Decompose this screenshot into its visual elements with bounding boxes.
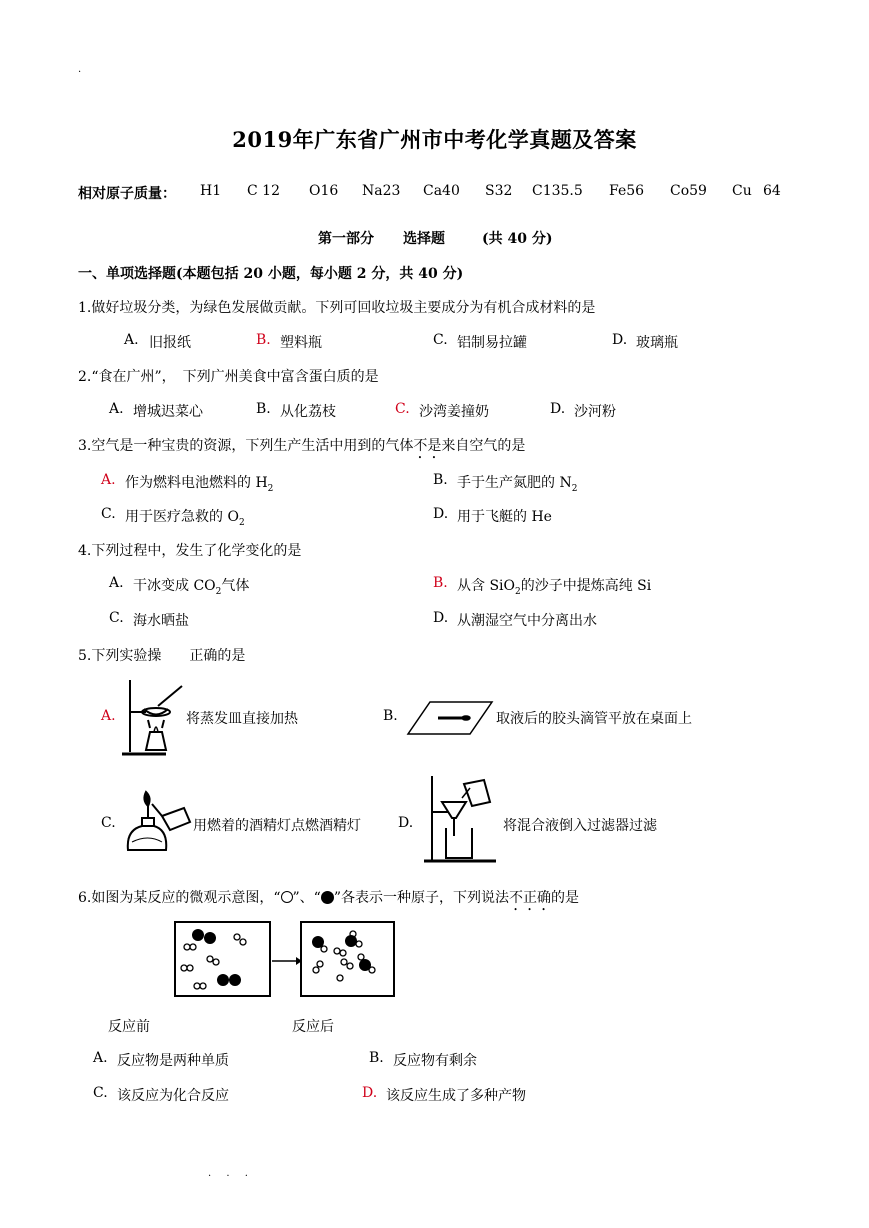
option-letter: B. — [433, 472, 448, 488]
page-title: 2019年广东省广州市中考化学真题及答案 — [232, 127, 637, 152]
option-letter: B. — [369, 1050, 384, 1066]
option-text: 用燃着的酒精灯点燃酒精灯 — [193, 818, 361, 834]
atomic-mass-co: Co59 — [670, 183, 707, 199]
option-letter: A. — [109, 401, 124, 417]
option-letter: C. — [109, 610, 124, 626]
atomic-mass-na: Na23 — [362, 183, 401, 199]
atomic-mass-cu-value: 64 — [763, 183, 781, 199]
atomic-mass-fe: Fe56 — [609, 183, 645, 199]
answer-option-letter: D. — [362, 1085, 378, 1101]
option-letter: D. — [433, 506, 449, 522]
question-stem: 5.下列实验操 正确的是 — [78, 648, 246, 664]
option-text: 反应物是两种单质 — [117, 1053, 229, 1069]
option-letter: D. — [398, 815, 414, 831]
option-text: 该反应生成了多种产物 — [386, 1088, 526, 1104]
question-stem: 4.下列过程中，发生了化学变化的是 — [78, 543, 302, 559]
option-text: 手于生产氮肥的 $N_2$ — [457, 475, 578, 494]
dropper-on-table-image — [406, 700, 494, 736]
option-letter: C. — [93, 1085, 108, 1101]
emphasis-text: 不是 — [413, 438, 442, 454]
option-text: 沙河粉 — [574, 404, 616, 420]
option-text: 干冰变成 $CO_2$气体 — [133, 578, 250, 597]
white-atom-icon — [281, 891, 293, 903]
option-letter: D. — [612, 332, 628, 348]
atomic-mass-cu: Cu — [732, 183, 752, 199]
option-letter: A. — [124, 332, 139, 348]
before-label: 反应前 — [108, 1019, 150, 1035]
option-text: 将混合液倒入过滤器过滤 — [503, 818, 657, 834]
footer-mark: . . . — [208, 1168, 254, 1179]
atomic-mass-cl: C135.5 — [532, 183, 583, 199]
atomic-mass-s: S32 — [485, 183, 513, 199]
atomic-mass-ca: Ca40 — [423, 183, 460, 199]
iron-stand-evaporating-dish-image — [118, 676, 184, 760]
option-letter: A. — [109, 575, 124, 591]
atomic-mass-h: H1 — [200, 183, 222, 199]
answer-option-letter: A. — [101, 708, 116, 724]
answer-option-letter: B. — [433, 575, 448, 591]
answer-option-letter: A. — [101, 472, 116, 488]
option-text: 玻璃瓶 — [636, 335, 678, 351]
after-box — [301, 922, 394, 996]
filtration-apparatus-image — [420, 772, 502, 864]
option-text: 塑料瓶 — [280, 335, 322, 351]
option-text: 该反应为化合反应 — [117, 1088, 229, 1104]
option-letter: B. — [256, 401, 271, 417]
alcohol-lamps-image — [122, 778, 192, 858]
option-text: 作为燃料电池燃料的 $H_2$ — [125, 475, 274, 494]
part-type: 选择题 — [403, 231, 445, 247]
option-text: 海水晒盐 — [133, 613, 189, 629]
part-name: 第一部分 — [318, 231, 374, 247]
option-letter: C. — [101, 506, 116, 522]
option-text: 沙湾姜撞奶 — [419, 404, 489, 420]
corner-mark: . — [78, 64, 82, 75]
option-text: 旧报纸 — [149, 335, 191, 351]
question-stem: 6.如图为某反应的微观示意图，“ ”、“ ”各表示一种原子，下列说法不正确的是 — [78, 890, 580, 906]
option-letter: C. — [101, 815, 116, 831]
option-text: 从潮湿空气中分离出水 — [457, 613, 597, 629]
option-letter: D. — [433, 610, 449, 626]
option-text: 用于医疗急救的 $O_2$ — [125, 509, 245, 528]
reaction-diagram — [170, 920, 398, 1000]
black-atom-icon — [321, 891, 334, 904]
part-total: (共 40 分) — [482, 231, 553, 247]
answer-option-letter: B. — [256, 332, 271, 348]
emphasis-text: 不正确 — [509, 890, 552, 906]
reaction-arrow — [272, 957, 302, 965]
question-stem: 1.做好垃圾分类，为绿色发展做贡献。下列可回收垃圾主要成分为有机合成材料的是 — [78, 300, 596, 316]
option-letter: A. — [93, 1050, 108, 1066]
option-text: 从含 SiO$_2$的沙子中提炼高纯 Si — [457, 578, 652, 597]
section-heading: 一、单项选择题(本题包括 20 小题，每小题 2 分，共 40 分) — [78, 266, 464, 282]
option-text: 增城迟菜心 — [133, 404, 203, 420]
atomic-mass-o: O16 — [309, 183, 339, 199]
answer-option-letter: C. — [395, 401, 410, 417]
option-letter: D. — [550, 401, 566, 417]
option-text: 从化荔枝 — [280, 404, 336, 420]
before-box — [175, 922, 270, 996]
atomic-mass-c: C 12 — [247, 183, 280, 199]
option-text: 将蒸发皿直接加热 — [186, 711, 298, 727]
atomic-mass-label: 相对原子质量： — [78, 186, 176, 202]
option-letter: C. — [433, 332, 448, 348]
option-letter: B. — [383, 708, 398, 724]
option-text: 铝制易拉罐 — [457, 335, 527, 351]
question-stem: 2.“食在广州”， 下列广州美食中富含蛋白质的是 — [78, 369, 379, 385]
question-stem: 3.空气是一种宝贵的资源，下列生产生活中用到的气体不是来自空气的是 — [78, 438, 526, 454]
option-text: 反应物有剩余 — [393, 1053, 477, 1069]
after-label: 反应后 — [292, 1019, 334, 1035]
option-text: 用于飞艇的 He — [457, 509, 552, 525]
option-text: 取液后的胶头滴管平放在桌面上 — [496, 711, 692, 727]
